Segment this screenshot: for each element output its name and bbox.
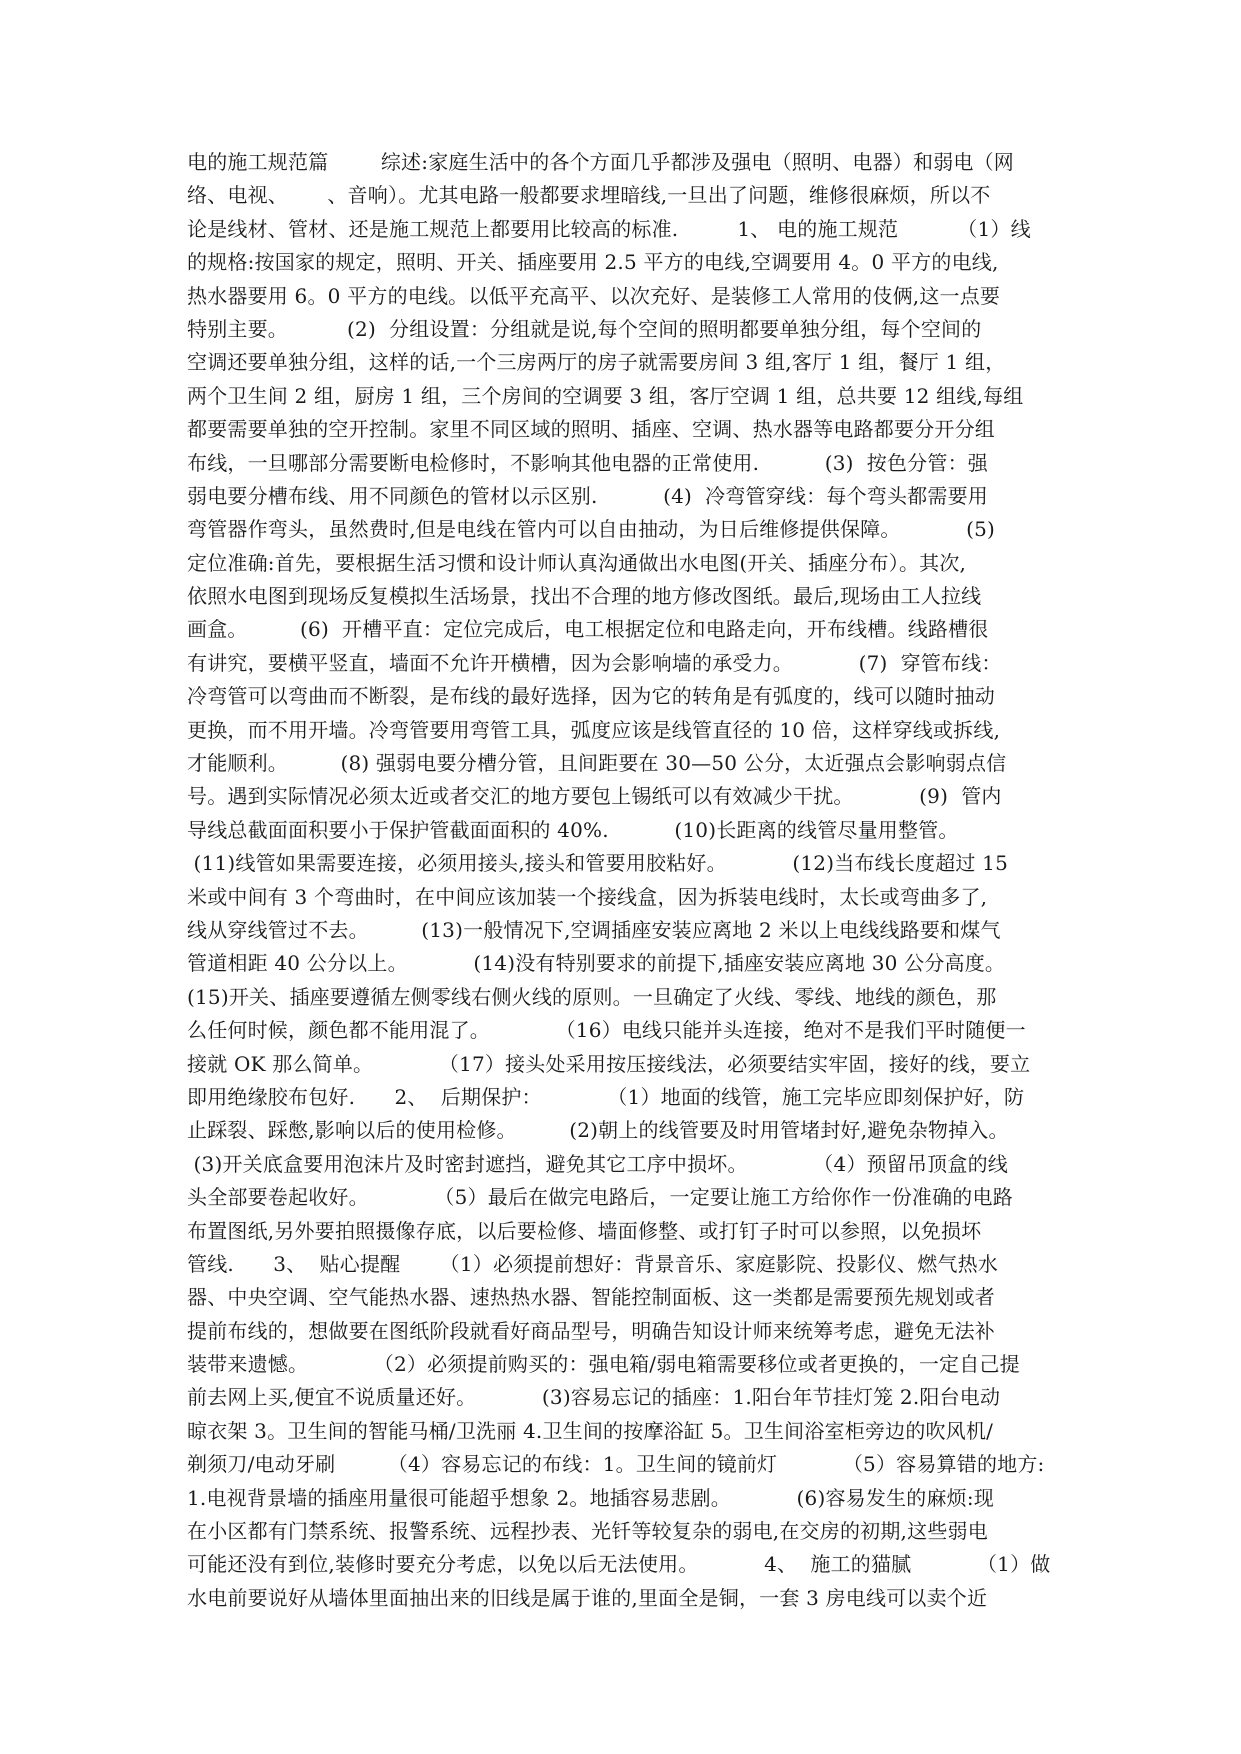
text-line: 接就 OK 那么简单。 （17）接头处采用按压接线法，必须要结实牢固，接好的线，要立 [187,1051,1031,1076]
text-line: 晾衣架 3。卫生间的智能马桶/卫洗丽 4.卫生间的按摩浴缸 5。卫生间浴室柜旁边的吹风机/ [187,1418,994,1443]
text-line: 空调还要单独分组，这样的话,一个三房两厅的房子就需要房间 3 组,客厅 1 组，餐厅 1 组， [187,350,1006,375]
text-line: 布线，一旦哪部分需要断电检修时，不影响其他电器的正常使用. (3) 按色分管：强 [187,450,988,475]
text-line: (11)线管如果需要连接，必须用接头,接头和管要用胶粘好。 (12)当布线长度超过 15 [187,851,1009,876]
text-line: 弯管器作弯头，虽然费时,但是电线在管内可以自由抽动，为日后维修提供保障。 (5) [187,517,996,542]
text-line: 器、中央空调、空气能热水器、速热热水器、智能控制面板、这一类都是需要预先规划或者 [187,1285,995,1310]
text-line: 可能还没有到位,装修时要充分考虑，以免以后无法使用。 4、 施工的猫腻 （1）做 [187,1552,1051,1577]
text-line: 特别主要。 (2) 分组设置：分组就是说,每个空间的照明都要单独分组，每个空间的 [187,316,982,341]
text-line: 提前布线的，想做要在图纸阶段就看好商品型号，明确告知设计师来统筹考虑，避免无法补 [187,1318,995,1343]
text-line: 前去网上买,便宜不说质量还好。 (3)容易忘记的插座：1.阳台年节挂灯笼 2.阳台电动 [187,1385,1001,1410]
text-line: 才能顺利。 (8) 强弱电要分槽分管，且间距要在 30—50 公分，太近强点会影响弱点信 [187,751,1007,776]
text-line: (3)开关底盒要用泡沫片及时密封遮挡，避免其它工序中损坏。 （4）预留吊顶盒的线 [187,1151,1008,1176]
text-line: 管道相距 40 公分以上。 (14)没有特别要求的前提下,插座安装应离地 30 公分高度。 [187,951,1006,976]
text-line: 么任何时候，颜色都不能用混了。 （16）电线只能并头连接，绝对不是我们平时随便一 [187,1018,1026,1043]
text-line: 络、电视、 、音响）。尤其电路一般都要求埋暗线,一旦出了问题，维修很麻烦，所以不 [187,183,991,208]
text-line: 即用绝缘胶布包好. 2、 后期保护： （1）地面的线管，施工完毕应即刻保护好，防 [187,1084,1025,1109]
text-line: 电的施工规范篇 综述:家庭生活中的各个方面几乎都涉及强电（照明、电器）和弱电（网 [187,150,1014,174]
text-line: 画盒。 (6) 开槽平直：定位完成后，电工根据定位和电路走向，开布线槽。线路槽很 [187,617,989,642]
text-line: 依照水电图到现场反复模拟生活场景，找出不合理的地方修改图纸。最后,现场由工人拉线 [187,584,982,609]
text-line: 米或中间有 3 个弯曲时，在中间应该加装一个接线盒，因为拆装电线时，太长或弯曲多了, [187,884,988,909]
text-line: 水电前要说好从墙体里面抽出来的旧线是属于谁的,里面全是铜，一套 3 房电线可以卖个近 [187,1585,988,1610]
text-line: 装带来遗憾。 （2）必须提前购买的：强电箱/弱电箱需要移位或者更换的，一定自己提 [187,1352,1020,1377]
text-line: 头全部要卷起收好。 （5）最后在做完电路后，一定要让施工方给你作一份准确的电路 [187,1185,1013,1210]
text-line: 有讲究，要横平竖直，墙面不允许开横槽，因为会影响墙的承受力。 (7) 穿管布线： [187,650,1002,675]
body-text [187,146,1067,1615]
text-line: 导线总截面面积要小于保护管截面面积的 40%. (10)长距离的线管尽量用整管。 [187,817,959,842]
text-line: 号。遇到实际情况必须太近或者交汇的地方要包上锡纸可以有效减少干扰。 (9) 管内 [187,784,1002,809]
text-line: 热水器要用 6。0 平方的电线。以低平充高平、以次充好、是装修工人常用的伎俩,这一点要 [187,283,1001,308]
text-line: 止踩裂、踩憋,影响以后的使用检修。 (2)朝上的线管要及时用管堵封好,避免杂物掉入。 [187,1118,1009,1143]
text-line: (15)开关、插座要遵循左侧零线右侧火线的原则。一旦确定了火线、零线、地线的颜色，那 [187,984,997,1009]
text-line: 定位准确:首先，要根据生活习惯和设计师认真沟通做出水电图(开关、插座分布）。其次, [187,550,967,575]
text-line: 都要需要单独的空开控制。家里不同区域的照明、插座、空调、热水器等电路都要分开分组 [187,417,995,442]
text-line: 更换，而不用开墙。冷弯管要用弯管工具，弧度应该是线管直径的 10 倍，这样穿线或拆线, [187,717,1001,742]
text-line: 在小区都有门禁系统、报警系统、远程抄表、光钎等较复杂的弱电,在交房的初期,这些弱电 [187,1519,988,1544]
text-line: 1.电视背景墙的插座用量很可能超乎想象 2。地插容易悲剧。 (6)容易发生的麻烦:现 [187,1485,995,1510]
text-line: 剃须刀/电动牙刷 （4）容易忘记的布线：1。卫生间的镜前灯 （5）容易算错的地方: [187,1452,1045,1477]
text-line: 布置图纸,另外要拍照摄像存底，以后要检修、墙面修整、或打钉子时可以参照，以免损坏 [187,1218,982,1243]
text-line: 两个卫生间 2 组，厨房 1 组，三个房间的空调要 3 组，客厅空调 1 组，总共要 12 组线,每组 [187,383,1024,408]
text-line: 论是线材、管材、还是施工规范上都要用比较高的标准. 1、 电的施工规范 （1）线 [187,216,1031,241]
text-line: 线从穿线管过不去。 (13)一般情况下,空调插座安装应离地 2 米以上电线线路要和煤气 [187,917,1001,942]
text-line: 冷弯管可以弯曲而不断裂，是布线的最好选择，因为它的转角是有弧度的，线可以随时抽动 [187,684,995,709]
text-line: 管线. 3、 贴心提醒 （1）必须提前想好：背景音乐、家庭影院、投影仪、燃气热水 [187,1251,999,1276]
text-line: 弱电要分槽布线、用不同颜色的管材以示区别. (4) 冷弯管穿线：每个弯头都需要用 [187,483,988,508]
text-line: 的规格:按国家的规定，照明、开关、插座要用 2.5 平方的电线,空调要用 4。0 平方的电线, [187,250,999,275]
